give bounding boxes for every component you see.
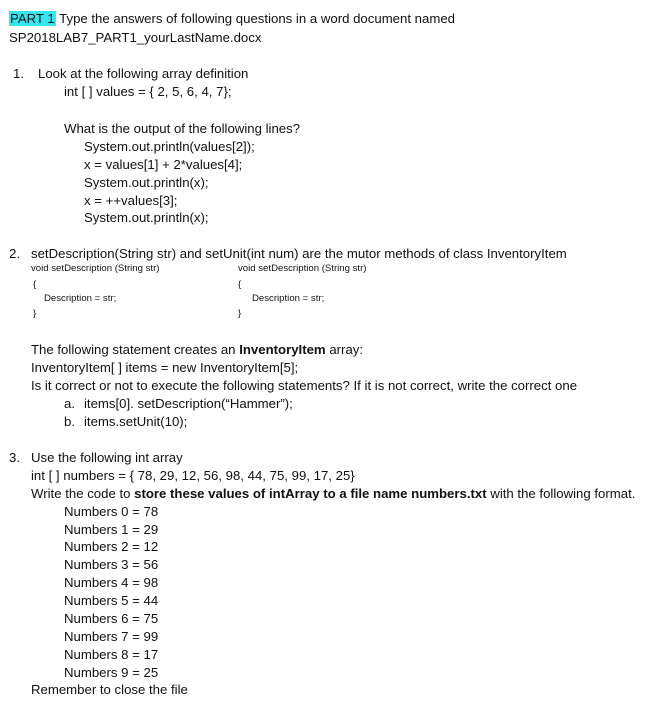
q2-right-method-close-brace: } [238, 308, 242, 319]
q1-code-line: System.out.println(x); [84, 210, 209, 225]
q3-number: 3. [9, 450, 20, 465]
q1-question: What is the output of the following lines? [64, 121, 301, 136]
q3-array: int [ ] numbers = { 78, 29, 12, 56, 98, 44, 75, 99, 17, 25} [31, 468, 355, 483]
q3-write-post: with the following format. [486, 486, 636, 501]
q3-format-line: Numbers 0 = 78 [64, 504, 159, 519]
q2-left-method-open-brace: { [33, 279, 37, 290]
q2-left-method-close-brace: } [33, 308, 37, 319]
q3-format-line: Numbers 5 = 44 [64, 593, 159, 608]
q3-intro: Use the following int array [31, 450, 183, 465]
q1-code-line: x = values[1] + 2*values[4]; [84, 157, 243, 172]
q2-ask: Is it correct or not to execute the following statements? If it is not correct, write the correct one [31, 378, 578, 393]
q2-right-method-open-brace: { [238, 279, 242, 290]
q3-write-bold: store these values of intArray to a file name numbers.txt [134, 486, 487, 501]
q1-code-line: System.out.println(values[2]); [84, 139, 255, 154]
q2-statement [31, 341, 363, 359]
q1-intro: Look at the following array definition [38, 66, 249, 81]
q2-left-method-signature: void setDescription (String str) [31, 263, 160, 274]
q2-item-label: a. [64, 396, 75, 411]
q2-left-method-body: Description = str; [44, 293, 117, 304]
q2-declaration: InventoryItem[ ] items = new InventoryItem[5]; [31, 360, 299, 375]
q3-format-line: Numbers 8 = 17 [64, 647, 159, 662]
q2-item-text: items[0]. setDescription(“Hammer”); [84, 396, 293, 411]
q3-format-line: Numbers 2 = 12 [64, 539, 159, 554]
q1-number: 1. [13, 66, 24, 81]
q2-item-label: b. [64, 414, 75, 429]
q3-remember: Remember to close the file [31, 682, 188, 697]
q3-format-line: Numbers 6 = 75 [64, 611, 159, 626]
q3-write [31, 485, 635, 503]
q3-write-pre: Write the code to [31, 486, 135, 501]
q1-code-line: x = ++values[3]; [84, 193, 178, 208]
q3-format-line: Numbers 4 = 98 [64, 575, 159, 590]
part-tag-highlight: PART 1 [10, 11, 55, 26]
q3-format-line: Numbers 1 = 29 [64, 522, 159, 537]
q1-definition: int [ ] values = { 2, 5, 6, 4, 7}; [64, 84, 232, 99]
q3-format-line: Numbers 7 = 99 [64, 629, 159, 644]
q2-right-method-body: Description = str; [252, 293, 325, 304]
q2-intro: setDescription(String str) and setUnit(int num) are the mutor methods of class InventoryItem [31, 246, 567, 261]
part-filename: SP2018LAB7_PART1_yourLastName.docx [9, 30, 262, 45]
q3-format-line: Numbers 3 = 56 [64, 557, 159, 572]
q2-statement-post: array: [325, 342, 364, 357]
q2-item-text: items.setUnit(10); [84, 414, 188, 429]
q2-number: 2. [9, 246, 20, 261]
q1-code-line: System.out.println(x); [84, 175, 209, 190]
q2-right-method-signature: void setDescription (String str) [238, 263, 367, 274]
part-title: Type the answers of following questions in a word document named [55, 11, 455, 26]
q2-statement-pre: The following statement creates an [31, 342, 240, 357]
q3-format-line: Numbers 9 = 25 [64, 665, 159, 680]
part-heading [9, 10, 455, 28]
q2-statement-bold: InventoryItem [239, 342, 326, 357]
